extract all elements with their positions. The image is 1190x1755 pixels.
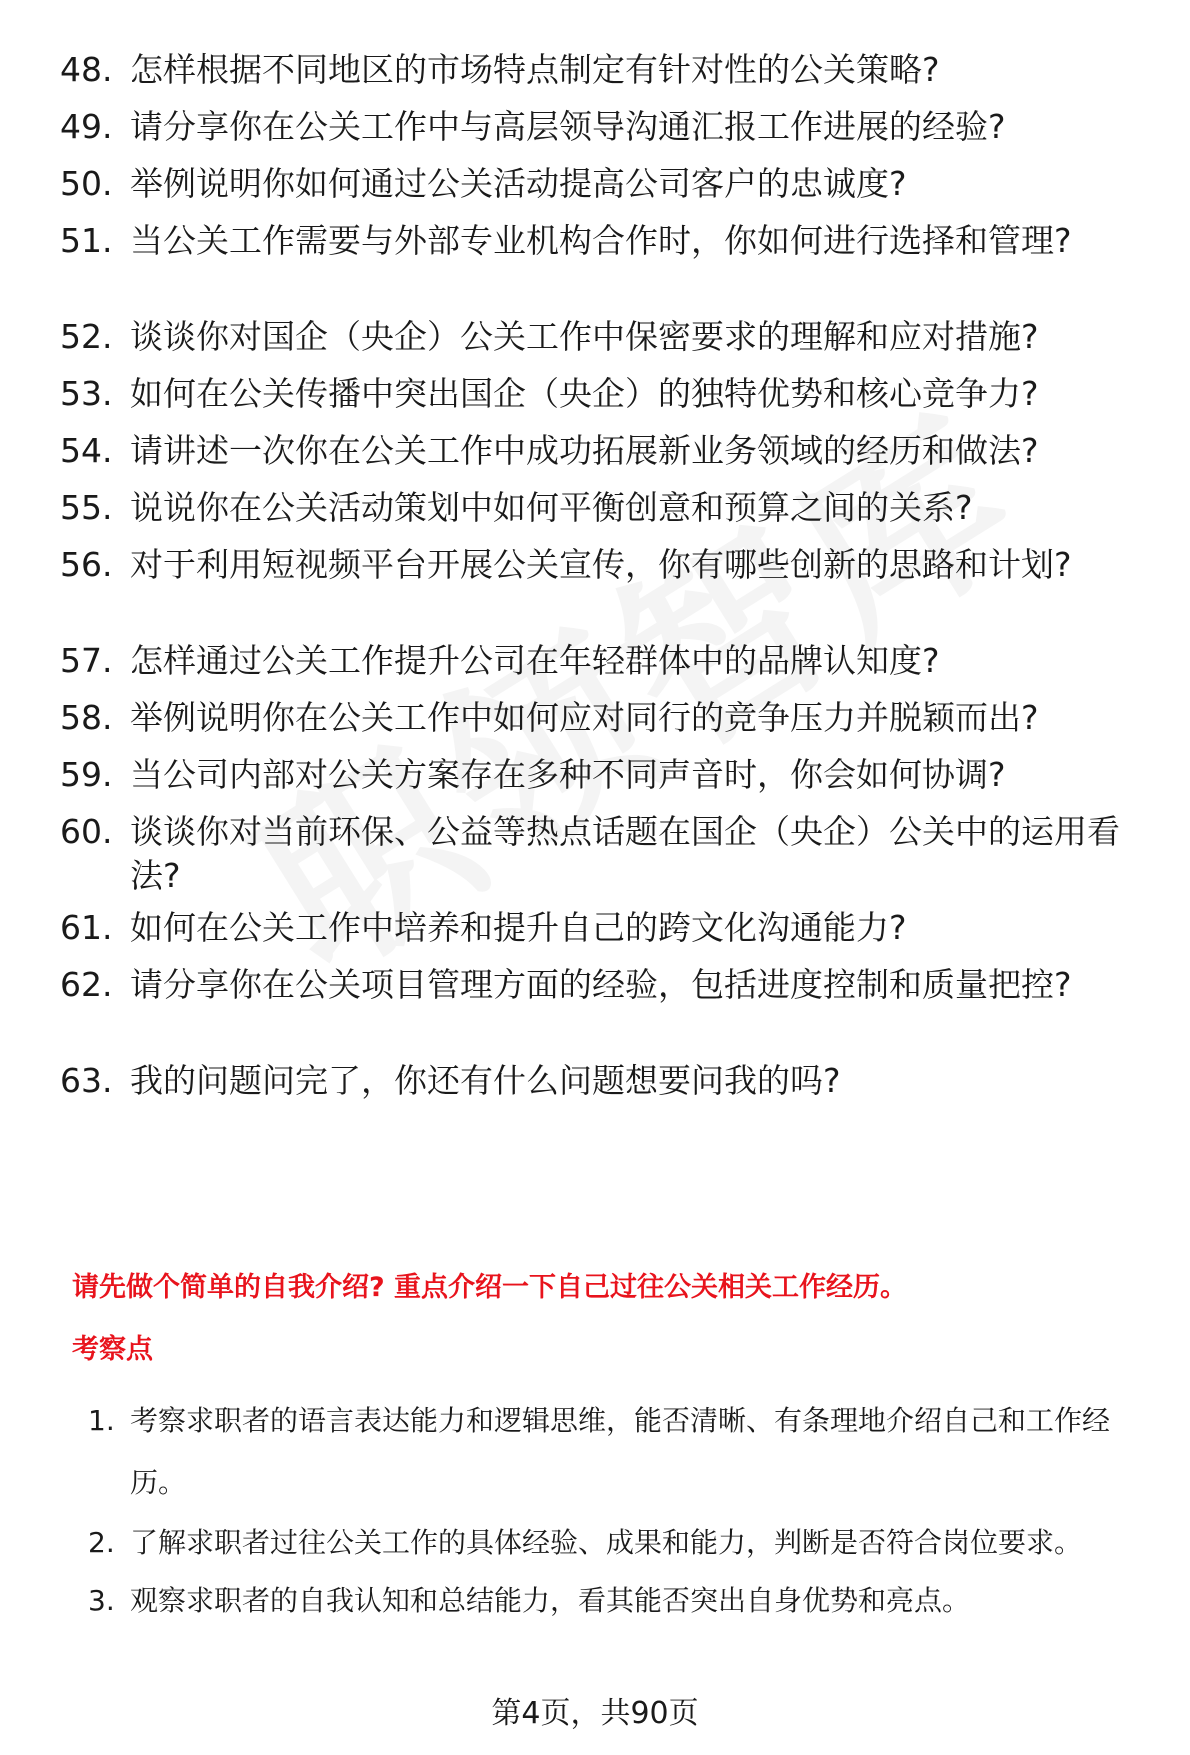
question-item (60, 48, 1150, 92)
question-item (60, 315, 1150, 359)
question-item (60, 543, 1150, 587)
point-text: 观察求职者的自我认知和总结能力，看其能否突出自身优势和亮点。 (130, 1584, 971, 1617)
question-number: 52. (60, 317, 113, 356)
question-item (60, 639, 1150, 683)
question-item (60, 906, 1150, 950)
question-item (60, 753, 1150, 797)
point-text: 了解求职者过往公关工作的具体经验、成果和能力，判断是否符合岗位要求。 (130, 1526, 1083, 1559)
highlight-question: 请先做个简单的自我介绍? 重点介绍一下自己过往公关相关工作经历。 (72, 1272, 908, 1303)
question-text: 谈谈你对当前环保、公益等热点话题在国企（央企）公关中的运用看法? (130, 812, 1120, 895)
question-number: 54. (60, 431, 113, 470)
question-number: 57. (60, 641, 113, 680)
question-text: 如何在公关工作中培养和提升自己的跨文化沟通能力? (130, 908, 907, 947)
question-item (60, 696, 1150, 740)
point-item (88, 1570, 1158, 1632)
question-text: 怎样根据不同地区的市场特点制定有针对性的公关策略? (130, 50, 940, 89)
question-number: 50. (60, 164, 113, 203)
question-number: 58. (60, 698, 113, 737)
question-text: 请讲述一次你在公关工作中成功拓展新业务领域的经历和做法? (130, 431, 1039, 470)
question-number: 62. (60, 965, 113, 1004)
question-text: 举例说明你如何通过公关活动提高公司客户的忠诚度? (130, 164, 907, 203)
question-number: 49. (60, 107, 113, 146)
question-item (60, 1059, 1150, 1103)
point-text: 考察求职者的语言表达能力和逻辑思维，能否清晰、有条理地介绍自己和工作经历。 (130, 1404, 1111, 1499)
question-number: 61. (60, 908, 113, 947)
question-item (60, 486, 1150, 530)
point-number: 1. (88, 1404, 115, 1437)
question-number: 63. (60, 1061, 113, 1100)
question-item (60, 219, 1150, 263)
question-text: 当公关工作需要与外部专业机构合作时，你如何进行选择和管理? (130, 221, 1072, 260)
question-item (60, 372, 1150, 416)
question-number: 53. (60, 374, 113, 413)
question-text: 谈谈你对国企（央企）公关工作中保密要求的理解和应对措施? (130, 317, 1039, 356)
question-text: 请分享你在公关工作中与高层领导沟通汇报工作进展的经验? (130, 107, 1006, 146)
question-item (60, 963, 1150, 1007)
question-number: 48. (60, 50, 113, 89)
question-number: 51. (60, 221, 113, 260)
section-title: 考察点 (72, 1334, 153, 1365)
question-text: 举例说明你在公关工作中如何应对同行的竞争压力并脱颖而出? (130, 698, 1039, 737)
question-item (60, 429, 1150, 473)
point-number: 2. (88, 1526, 115, 1559)
point-item (88, 1390, 1158, 1514)
question-number: 59. (60, 755, 113, 794)
question-item (60, 162, 1150, 206)
question-text: 当公司内部对公关方案存在多种不同声音时，你会如何协调? (130, 755, 1006, 794)
page-footer: 第4页，共90页 (491, 1696, 699, 1731)
question-text: 请分享你在公关项目管理方面的经验，包括进度控制和质量把控? (130, 965, 1072, 1004)
question-number: 56. (60, 545, 113, 584)
question-number: 60. (60, 812, 113, 851)
point-item (88, 1512, 1158, 1574)
question-text: 我的问题问完了，你还有什么问题想要问我的吗? (130, 1061, 841, 1100)
question-text: 怎样通过公关工作提升公司在年轻群体中的品牌认知度? (130, 641, 940, 680)
question-item (60, 810, 1150, 898)
question-number: 55. (60, 488, 113, 527)
question-text: 如何在公关传播中突出国企（央企）的独特优势和核心竞争力? (130, 374, 1039, 413)
question-item (60, 105, 1150, 149)
question-text: 对于利用短视频平台开展公关宣传，你有哪些创新的思路和计划? (130, 545, 1072, 584)
point-number: 3. (88, 1584, 115, 1617)
question-text: 说说你在公关活动策划中如何平衡创意和预算之间的关系? (130, 488, 973, 527)
